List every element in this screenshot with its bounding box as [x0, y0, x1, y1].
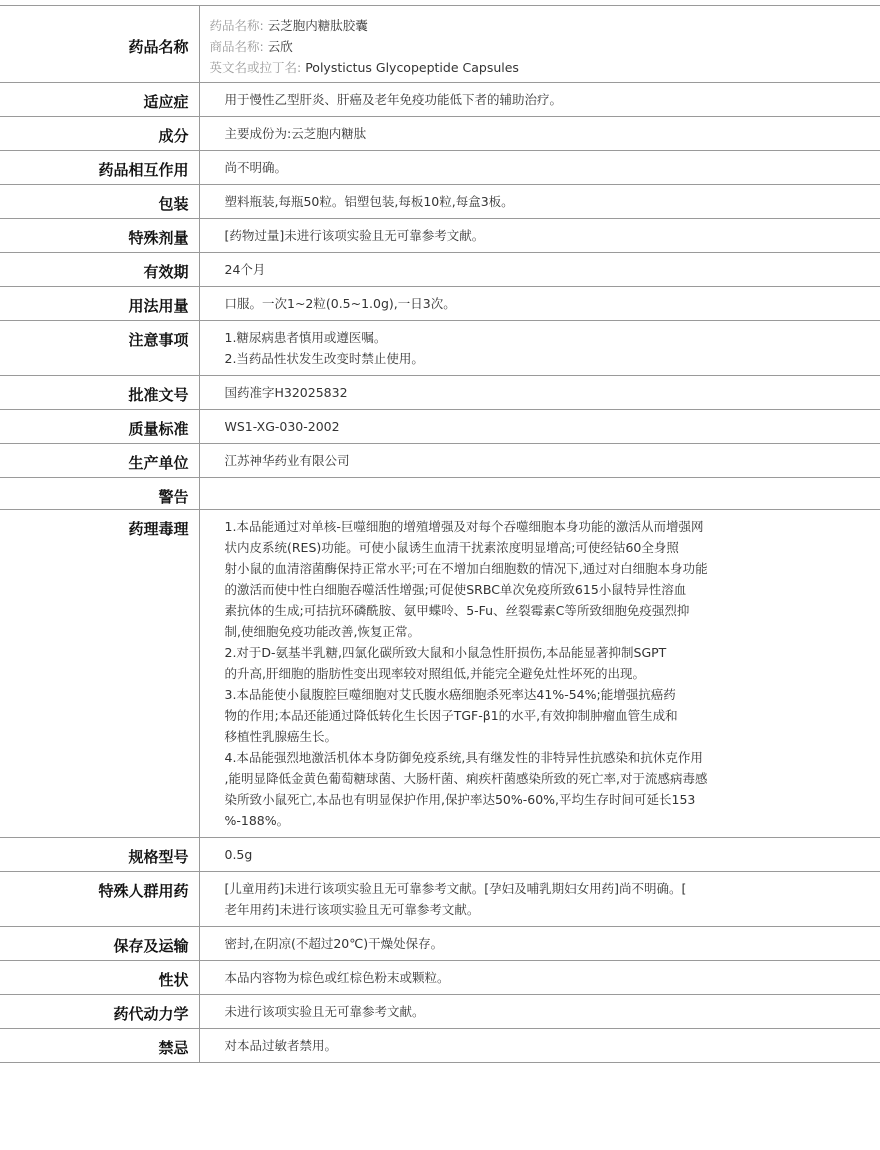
value-line: 制,使细胞免疫功能改善,恢复正常。	[224, 624, 420, 639]
info-row	[0, 838, 880, 872]
value-line: WS1-XG-030-2002	[224, 419, 340, 434]
info-row	[0, 253, 880, 287]
drug-name-row	[0, 6, 880, 83]
value-line: 射小鼠的血清溶菌酶保持正常水平;可在不增加白细胞数的情况下,通过对白细胞本身功能	[224, 561, 708, 576]
info-row	[0, 321, 880, 376]
row-value	[199, 321, 880, 376]
drug-info-table-body	[0, 6, 880, 1063]
english-name-key: 英文名或拉丁名:	[209, 60, 302, 75]
row-value	[199, 287, 880, 321]
info-row	[0, 444, 880, 478]
info-row	[0, 287, 880, 321]
value-line: [药物过量]未进行该项实验且无可靠参考文献。	[224, 228, 485, 243]
trade-name-value: 云欣	[267, 39, 293, 54]
row-value	[199, 151, 880, 185]
value-line: 的升高,肝细胞的脂肪性变出现率较对照组低,并能完全避免灶性坏死的出现。	[224, 666, 645, 681]
info-row	[0, 117, 880, 151]
info-row	[0, 376, 880, 410]
row-label: 药理毒理	[0, 510, 199, 838]
english-name-line	[210, 57, 871, 78]
row-value	[199, 872, 880, 927]
info-row	[0, 510, 880, 838]
value-line: 主要成份为:云芝胞内糖肽	[224, 126, 367, 141]
row-value	[199, 117, 880, 151]
info-row	[0, 995, 880, 1029]
row-label: 药代动力学	[0, 995, 199, 1029]
value-line: 江苏神华药业有限公司	[224, 453, 350, 468]
value-line: 素抗体的生成;可拮抗环磷酰胺、氨甲蝶呤、5-Fu、丝裂霉素C等所致细胞免疫强烈抑	[224, 603, 690, 618]
row-value	[199, 510, 880, 838]
row-label: 包装	[0, 185, 199, 219]
generic-name-key: 药品名称:	[209, 18, 264, 33]
row-label: 保存及运输	[0, 927, 199, 961]
row-value	[199, 376, 880, 410]
trade-name-line	[210, 36, 871, 57]
row-value	[199, 410, 880, 444]
row-label: 注意事项	[0, 321, 199, 376]
row-label: 质量标准	[0, 410, 199, 444]
value-line: 口服。一次1~2粒(0.5~1.0g),一日3次。	[224, 296, 456, 311]
value-line: 物的作用;本品还能通过降低转化生长因子TGF-β1的水平,有效抑制肿瘤血管生成和	[224, 708, 678, 723]
row-label: 药品相互作用	[0, 151, 199, 185]
row-value	[199, 253, 880, 287]
row-label: 性状	[0, 961, 199, 995]
row-value	[199, 219, 880, 253]
row-value	[199, 995, 880, 1029]
row-label: 禁忌	[0, 1029, 199, 1063]
value-line: 尚不明确。	[224, 160, 288, 175]
row-value	[199, 185, 880, 219]
row-label: 规格型号	[0, 838, 199, 872]
value-line: 2.对于D-氨基半乳糖,四氯化碳所致大鼠和小鼠急性肝损伤,本品能显著抑制SGPT	[224, 645, 667, 660]
value-line: ,能明显降低金黄色葡萄糖球菌、大肠杆菌、痢疾杆菌感染所致的死亡率,对于流感病毒感	[224, 771, 708, 786]
row-value	[199, 838, 880, 872]
value-line: 国药准字H32025832	[224, 385, 348, 400]
info-row	[0, 410, 880, 444]
row-value	[199, 927, 880, 961]
value-line: 24个月	[224, 262, 266, 277]
row-value	[199, 444, 880, 478]
value-line: 的激活而使中性白细胞吞噬活性增强;可促使SRBC单次免疫所致615小鼠特异性溶血	[224, 582, 687, 597]
row-label: 适应症	[0, 83, 199, 117]
row-label: 生产单位	[0, 444, 199, 478]
value-line: 状内皮系统(RES)功能。可使小鼠诱生血清干扰素浓度明显增高;可使经钴60全身照	[224, 540, 679, 555]
value-line: 老年用药]未进行该项实验且无可靠参考文献。	[224, 902, 480, 917]
value-line: 0.5g	[224, 847, 253, 862]
info-row	[0, 151, 880, 185]
value-line: 1.糖尿病患者慎用或遵医嘱。	[224, 330, 387, 345]
value-line: 染所致小鼠死亡,本品也有明显保护作用,保护率达50%-60%,平均生存时间可延长153	[224, 792, 696, 807]
info-row	[0, 1029, 880, 1063]
value-line: 塑料瓶装,每瓶50粒。铝塑包装,每板10粒,每盒3板。	[224, 194, 514, 209]
info-row	[0, 927, 880, 961]
row-value	[199, 1029, 880, 1063]
info-row	[0, 83, 880, 117]
generic-name-line	[210, 15, 871, 36]
value-line: 移植性乳腺癌生长。	[224, 729, 338, 744]
generic-name-value: 云芝胞内糖肽胶囊	[267, 18, 368, 33]
row-label: 用法用量	[0, 287, 199, 321]
info-row	[0, 872, 880, 927]
info-row	[0, 961, 880, 995]
trade-name-key: 商品名称:	[209, 39, 264, 54]
value-line: 本品内容物为棕色或红棕色粉末或颗粒。	[224, 970, 450, 985]
row-label: 警告	[0, 478, 199, 510]
value-line: 密封,在阴凉(不超过20℃)干燥处保存。	[224, 936, 444, 951]
row-value	[199, 83, 880, 117]
value-line: 对本品过敏者禁用。	[224, 1038, 338, 1053]
row-label: 特殊人群用药	[0, 872, 199, 927]
value-line: 用于慢性乙型肝炎、肝癌及老年免疫功能低下者的辅助治疗。	[224, 92, 563, 107]
info-row	[0, 185, 880, 219]
value-line: [儿童用药]未进行该项实验且无可靠参考文献。[孕妇及哺乳期妇女用药]尚不明确。[	[224, 881, 687, 896]
row-label: 成分	[0, 117, 199, 151]
row-value	[199, 478, 880, 510]
row-value	[199, 961, 880, 995]
row-label: 特殊剂量	[0, 219, 199, 253]
row-label: 药品名称	[0, 6, 199, 83]
row-label: 批准文号	[0, 376, 199, 410]
row-value	[199, 6, 880, 83]
drug-info-table	[0, 5, 880, 1063]
value-line: %-188%。	[224, 813, 290, 828]
value-line: 未进行该项实验且无可靠参考文献。	[224, 1004, 425, 1019]
value-line: 3.本品能使小鼠腹腔巨噬细胞对艾氏腹水癌细胞杀死率达41%-54%;能增强抗癌药	[224, 687, 676, 702]
info-row	[0, 219, 880, 253]
row-label: 有效期	[0, 253, 199, 287]
value-line: 2.当药品性状发生改变时禁止使用。	[224, 351, 424, 366]
value-line: 4.本品能强烈地激活机体本身防御免疫系统,具有继发性的非特异性抗感染和抗休克作用	[224, 750, 703, 765]
info-row	[0, 478, 880, 510]
english-name-value: Polystictus Glycopeptide Capsules	[305, 60, 519, 75]
drug-info-sheet	[0, 5, 880, 1063]
value-line: 1.本品能通过对单核-巨噬细胞的增殖增强及对每个吞噬细胞本身功能的激活从而增强网	[224, 519, 704, 534]
